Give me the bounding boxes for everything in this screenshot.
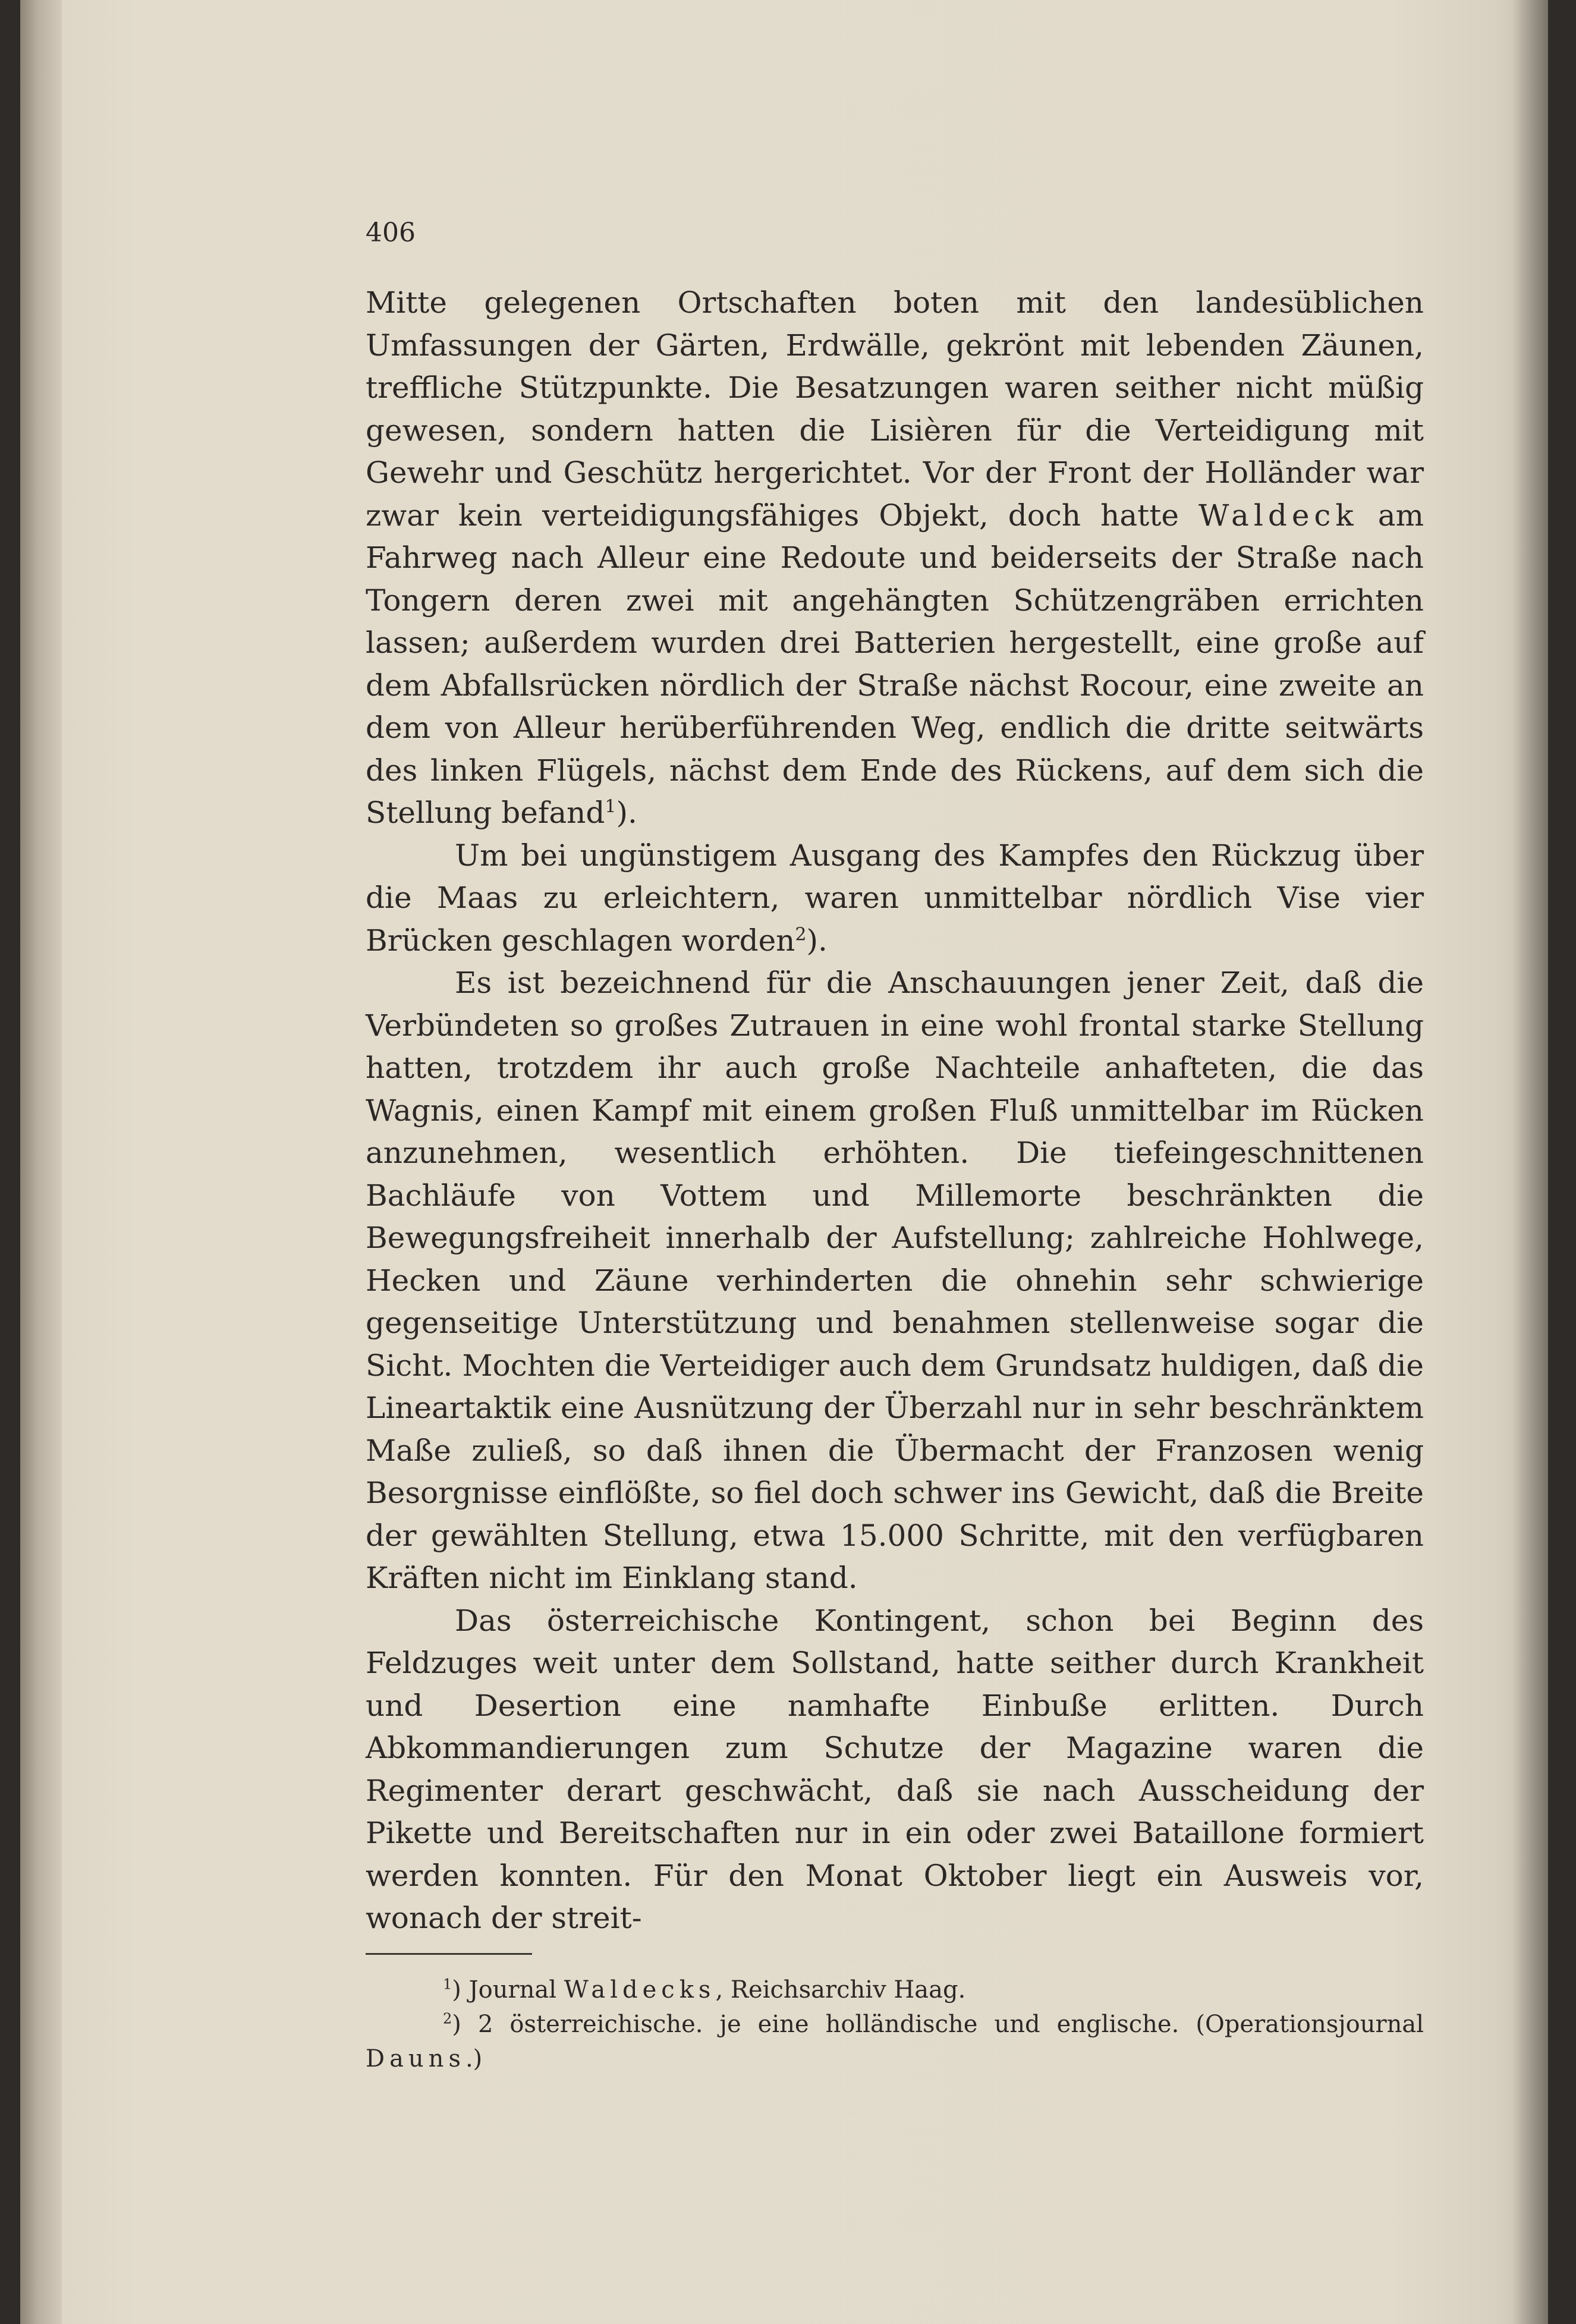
paragraph-2-end: ). <box>806 923 828 958</box>
footnote-2: $^2$) 2 österreichische. je eine holländische und englische. (Operationsjournal Dauns.) <box>366 2010 1424 2073</box>
footnote-1: $^1$) Journal Waldecks, Reichsarchiv Haag. <box>443 1976 966 2004</box>
footnote-1-prefix: Journal <box>468 1976 564 2004</box>
page-edge-shadow <box>1512 0 1548 2324</box>
paragraph-2 <box>366 835 1424 963</box>
footnote-1-suffix: , Reichsarchiv Haag. <box>715 1976 966 2004</box>
footnote-mark-1: 1 <box>605 796 616 817</box>
footnote-2-mark: 2 <box>443 2010 452 2027</box>
paragraph-2-text: Um bei ungünstigem Ausgang des Kampfes den Rückzug über die Maas zu erleichtern, waren unmittelbar nördlich Vise vier Brücken geschlagen worden <box>366 838 1424 958</box>
footnote-1-name: Waldecks <box>564 1976 716 2004</box>
paragraph-4: Das österreichische Kontingent, schon bei Beginn des Feldzuges weit unter dem Sollstand, hatte seither durch Krankheit und Desertion eine namhafte Einbuße erlitten. Durch Abkommandierungen zum Schutze der Magazine waren die Regimenter derart geschwächt, daß sie nach Ausscheidung der Pikette und Bereitschaften nur in ein oder zwei Bataillone formiert werden konnten. Für den Monat Oktober liegt ein Ausweis vor, wonach der streit- <box>366 1603 1424 1935</box>
paragraph-3: Es ist bezeichnend für die Anschauungen jener Zeit, daß die Verbündeten so großes Zutrauen in eine wohl frontal starke Stellung hatten, trotzdem ihr auch große Nachteile anhafteten, die das Wagnis, einen Kampf mit einem großen Fluß unmittelbar im Rücken anzunehmen, wesentlich erhöhten. Die tiefeingeschnittenen Bachläufe von Vottem und Millemorte beschränkten die Bewegungsfreiheit innerhalb der Aufstellung; zahlreiche Hohlwege, Hecken und Zäune verhinderten die ohnehin sehr schwierige gegenseitige Unterstützung und benahmen stellenweise sogar die Sicht. Mochten die Verteidiger auch dem Grundsatz huldigen, daß die Lineartaktik eine Ausnützung der Überzahl nur in sehr beschränktem Maße zuließ, so daß ihnen die Übermacht der Franzosen wenig Besorgnisse einflößte, so fiel doch schwer ins Gewicht, daß die Breite der gewählten Stellung, etwa 15.000 Schritte, mit den verfügbaren Kräften nicht im Einklang stand. <box>366 966 1424 1595</box>
paragraph-1-text-after: am Fahrweg nach Alleur eine Redoute und beiderseits der Straße nach Tongern deren zwei mit angehängten Schützengräben errichten lassen; außerdem wurden drei Batterien hergestellt, eine große auf dem Abfallsrücken nördlich der Straße nächst Rocour, eine zweite an dem von Alleur herüberführenden Weg, endlich die dritte seitwärts des linken Flügels, nächst dem Ende des Rückens, auf dem sich die Stellung befand <box>366 498 1424 830</box>
page-text-block <box>366 220 1424 2076</box>
footnote-2-name: Dauns <box>366 2045 465 2073</box>
paragraph-1 <box>366 282 1424 835</box>
footnote-mark-2: 2 <box>795 923 807 945</box>
page-number: 406 <box>366 218 416 248</box>
footnote-divider <box>366 1953 532 1955</box>
paragraph-1-name: Waldeck <box>1198 498 1358 533</box>
footnote-1-mark: 1 <box>443 1976 452 1993</box>
footnote-2-prefix: 2 österreichische. je eine holländische und englische. (Operationsjournal <box>477 2010 1424 2038</box>
page-binding-shadow <box>20 0 62 2324</box>
paragraph-1-text: Mitte gelegenen Ortschaften boten mit den landesüblichen Umfassungen der Gärten, Erdwälle, gekrönt mit lebenden Zäunen, treffliche Stützpunkte. Die Besatzungen waren seither nicht müßig gewesen, sondern hatten die Lisièren für die Verteidigung mit Gewehr und Geschütz hergerichtet. Vor der Front der Holländer war zwar kein verteidigungsfähiges Objekt, doch hatte <box>366 285 1424 533</box>
paragraph-1-end: ). <box>616 795 637 830</box>
footnote-2-suffix: .) <box>465 2045 483 2073</box>
